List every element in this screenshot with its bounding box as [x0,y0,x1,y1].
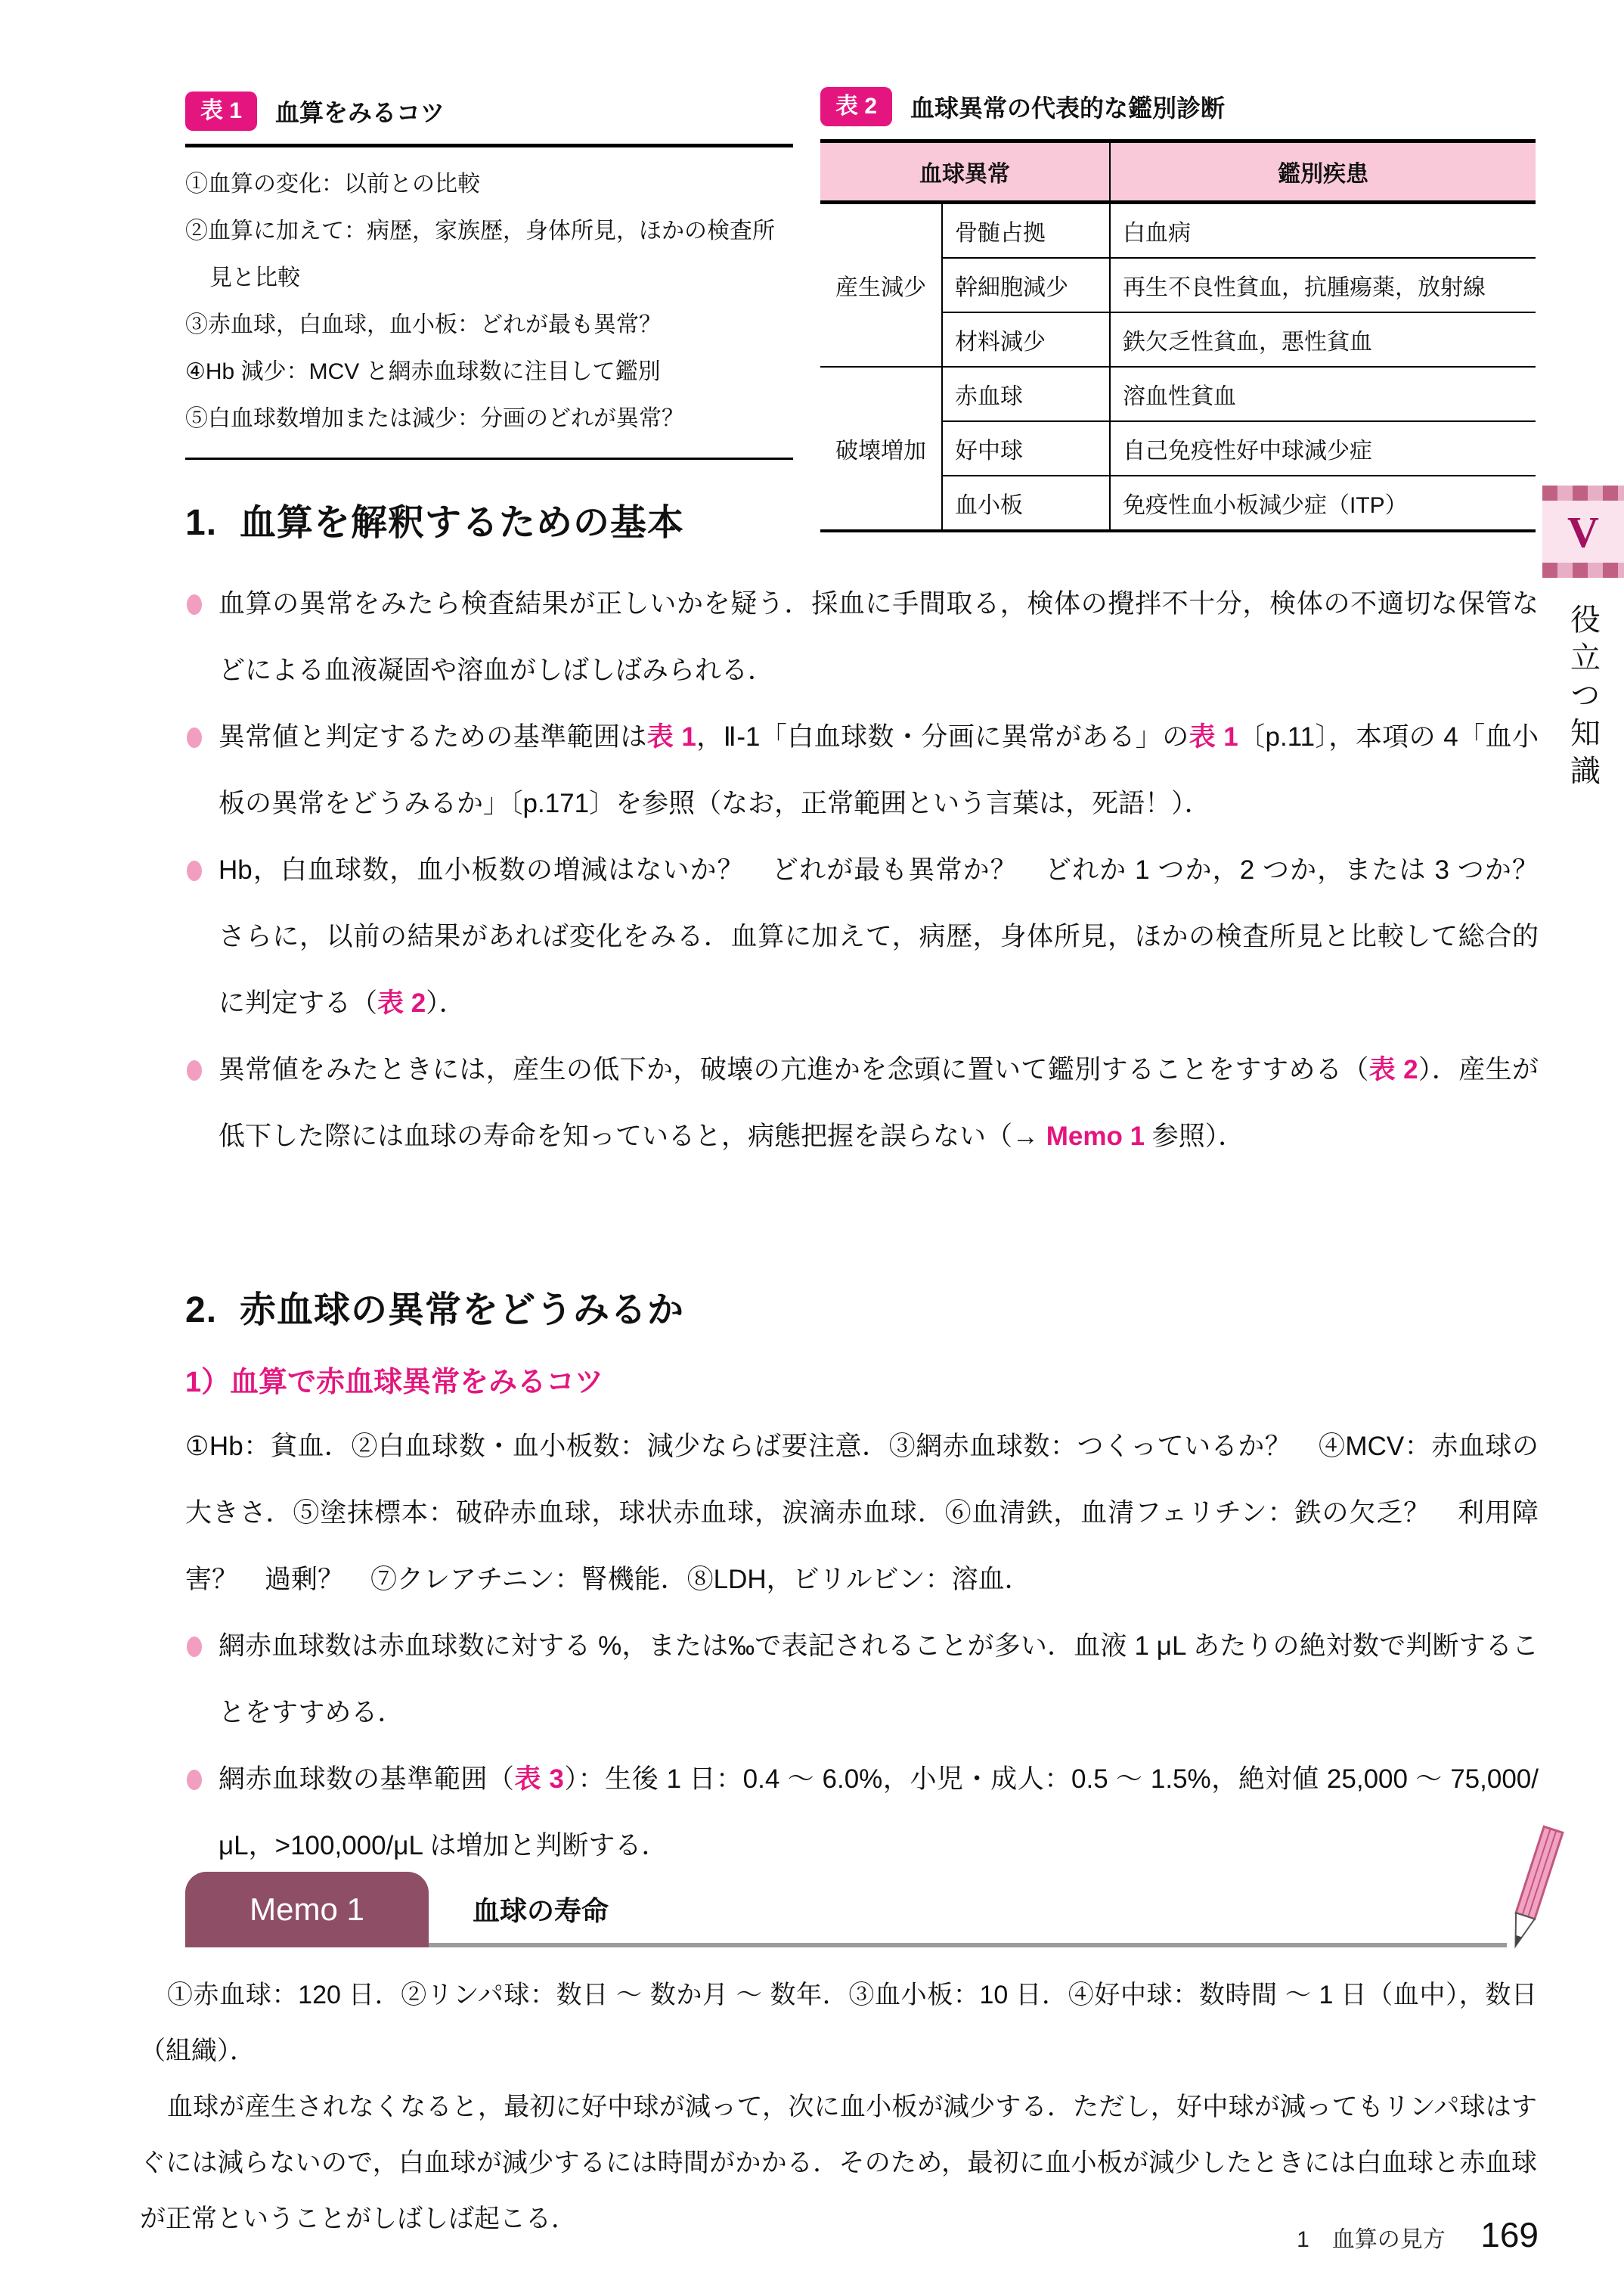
table2-title: 血球異常の代表的な鑑別診断 [910,95,1226,122]
bullet-item [185,1613,1539,1746]
accent-reference-text: 表 1 [646,722,696,752]
bullet-icon [187,594,202,615]
section-1-bullets [185,571,1566,1170]
memo-body [140,1967,1537,2247]
table2-diagnosis-cell: 再生不良性貧血，抗腫瘍薬，放射線 [1110,258,1536,312]
body-text: 参照）． [1145,1122,1245,1151]
table2-grid [820,139,1536,532]
table1-item: ②血算に加えて：病歴，家族歴，身体所見，ほかの検査所見と比較 [185,219,775,290]
table2-category-cell: 産生減少 [820,203,942,368]
footer-chapter-title: 1 血算の見方 [1297,2227,1446,2252]
bullet-item [185,1746,1539,1879]
body-text: 〔p.11〕，本項の 4「血小板の異常をどうみるか」〔p.171〕を参照（なお，正常範囲という言葉は，死語！）． [218,722,1539,818]
section-2-subheading: 1）血算で赤血球異常をみるコツ [185,1367,604,1398]
memo-title: 血球の寿命 [473,1895,609,1926]
memo-paragraph: ①赤血球：120 日．②リンパ球：数日 ～ 数か月 ～ 数年．③血小板：10 日．④好中球：数時間 ～ 1 日（血中），数日（組織）． [140,1981,1537,2065]
bullet-item [185,571,1539,704]
table2-subcategory-cell: 材料減少 [942,312,1110,367]
bullet-item [185,704,1539,837]
body-text: ）． [426,988,466,1018]
body-text: 異常値と判定するための基準範囲は [218,722,647,752]
bullet-icon [187,728,202,748]
table2-subcategory-cell: 赤血球 [942,367,1110,421]
page-footer [185,2214,1539,2255]
table1 [185,89,793,460]
section-1 [185,493,1566,1170]
table1-item: ③赤血球，白血球，血小板：どれが最も異常？ [185,312,662,337]
bullet-icon [187,1060,202,1081]
sidebar-section-label: 役立つ知識 [1566,604,1600,793]
sidebar-tab [1542,486,1624,793]
table2-header [820,85,1536,129]
section-2-paragraph [185,1413,1539,1613]
table2-diagnosis-cell: 溶血性貧血 [1110,367,1536,421]
section-1-title: 血算を解釈するための基本 [240,503,685,543]
table1-header [185,89,793,133]
body-text: ）：生後 1 日：0.4 ～ 6.0%，小児・成人：0.5 ～ 1.5%，絶対値 25,000 ～ 75,000/μL，>100,000/μL は増加と判断する． [218,1764,1539,1860]
table1-item: ④Hb 減少：MCV と網赤血球数に注目して鑑別 [185,359,661,384]
table2-subcategory-cell: 骨髄占拠 [942,203,1110,259]
table2-diagnosis-cell: 自己免疫性好中球減少症 [1110,421,1536,476]
memo-tab: Memo 1 [185,1872,429,1947]
table2-diagnosis-cell: 鉄欠乏性貧血，悪性貧血 [1110,312,1536,367]
accent-reference-text: 表 3 [514,1764,564,1794]
bullet-item [185,837,1566,1037]
accent-reference-text: Memo 1 [1046,1122,1145,1151]
footer-page-number: 169 [1480,2215,1539,2254]
table2-subcategory-cell: 血小板 [942,476,1110,531]
table2-body [820,203,1536,532]
body-text: ，Ⅱ-1「白血球数・分画に異常がある」の [696,722,1189,752]
section-2-bullets [185,1613,1539,1879]
body-text: 異常値をみたときには，産生の低下か，破壊の亢進かを念頭に置いて鑑別することをすすめる（ [218,1055,1369,1084]
section-1-number: 1. [185,503,218,543]
table1-badge: 表 1 [185,92,257,131]
body-text: 血算の異常をみたら検査結果が正しいかを疑う．採血に手間取る，検体の攪拌不十分，検体の不適切な保管などによる血液凝固や溶血がしばしばみられる． [218,589,1539,685]
bullet-icon [187,1637,202,1657]
section-2-heading [185,1280,1539,1333]
table2-diagnosis-cell: 免疫性血小板減少症（ITP） [1110,476,1536,531]
sidebar-volume-label: V [1567,507,1599,557]
accent-reference-text: 表 2 [377,988,426,1018]
table2-subcategory-cell: 幹細胞減少 [942,258,1110,312]
section-2 [185,1280,1539,1879]
memo-box [140,1872,1537,2247]
table2-row [820,203,1536,259]
table1-title: 血算をみるコツ [275,99,445,126]
bullet-item [185,1037,1539,1170]
table2-subcategory-cell: 好中球 [942,421,1110,476]
bullet-icon [187,861,202,881]
sidebar-volume-box [1542,486,1624,578]
body-text: ①Hb：貧血．②白血球数・血小板数：減少ならば要注意．③網赤血球数：つくっているか？ ④MCV：赤血球の大きさ．⑤塗抹標本：破砕赤血球，球状赤血球，涙滴赤血球．⑥血清鉄，血清フェリチン：鉄の欠乏？ 利用障害？ 過剰？ ⑦クレアチニン：腎機能．⑧LDH，ビリルビン：溶血． [185,1432,1539,1594]
table2 [820,85,1536,532]
body-text: Hb，白血球数，血小板数の増減はないか？ どれが最も異常か？ どれか 1 つか，2 つか，または 3 つか？ さらに，以前の結果があれば変化をみる．血算に加えて，病歴，身体所見，ほかの検査所見と比較して総合的に判定する（ [218,855,1566,1018]
table1-item: ⑤白血球数増加または減少：分画のどれが異常？ [185,406,684,431]
table1-items [185,144,793,460]
accent-reference-text: 表 1 [1189,722,1238,752]
table2-badge: 表 2 [820,87,892,126]
table2-header-row [820,141,1536,203]
bullet-icon [187,1770,202,1790]
table2-row [820,367,1536,421]
table2-diagnosis-cell: 白血病 [1110,203,1536,259]
memo-divider [429,1943,1507,1947]
memo-paragraph: 血球が産生されなくなると，最初に好中球が減って，次に血小板が減少する．ただし，好中球が減ってもリンパ球はすぐには減らないので，白血球が減少するには時間がかかる．そのため，最初に血小板が減少したときには白血球と赤血球が正常ということがしばしば起こる． [140,2093,1537,2233]
body-text: ）．産生が低下した際には血球の寿命を知っていると，病態把握を誤らない（→ [218,1055,1539,1151]
table2-col-header-abnormality: 血球異常 [820,141,1110,203]
accent-reference-text: 表 2 [1368,1055,1418,1084]
section-2-number: 2. [185,1290,218,1330]
table1-item: ①血算の変化：以前との比較 [185,172,480,197]
table2-col-header-diagnosis: 鑑別疾患 [1110,141,1536,203]
table2-category-cell: 破壊増加 [820,367,942,531]
memo-header [140,1872,1537,1947]
body-text: 網赤血球数は赤血球数に対する %，または‰で表記されることが多い．血液 1 μL あたりの絶対数で判断することをすすめる． [218,1631,1539,1727]
section-2-title: 赤血球の異常をどうみるか [240,1290,685,1330]
body-text: 網赤血球数の基準範囲（ [218,1764,515,1794]
section-1-heading [185,493,1539,545]
